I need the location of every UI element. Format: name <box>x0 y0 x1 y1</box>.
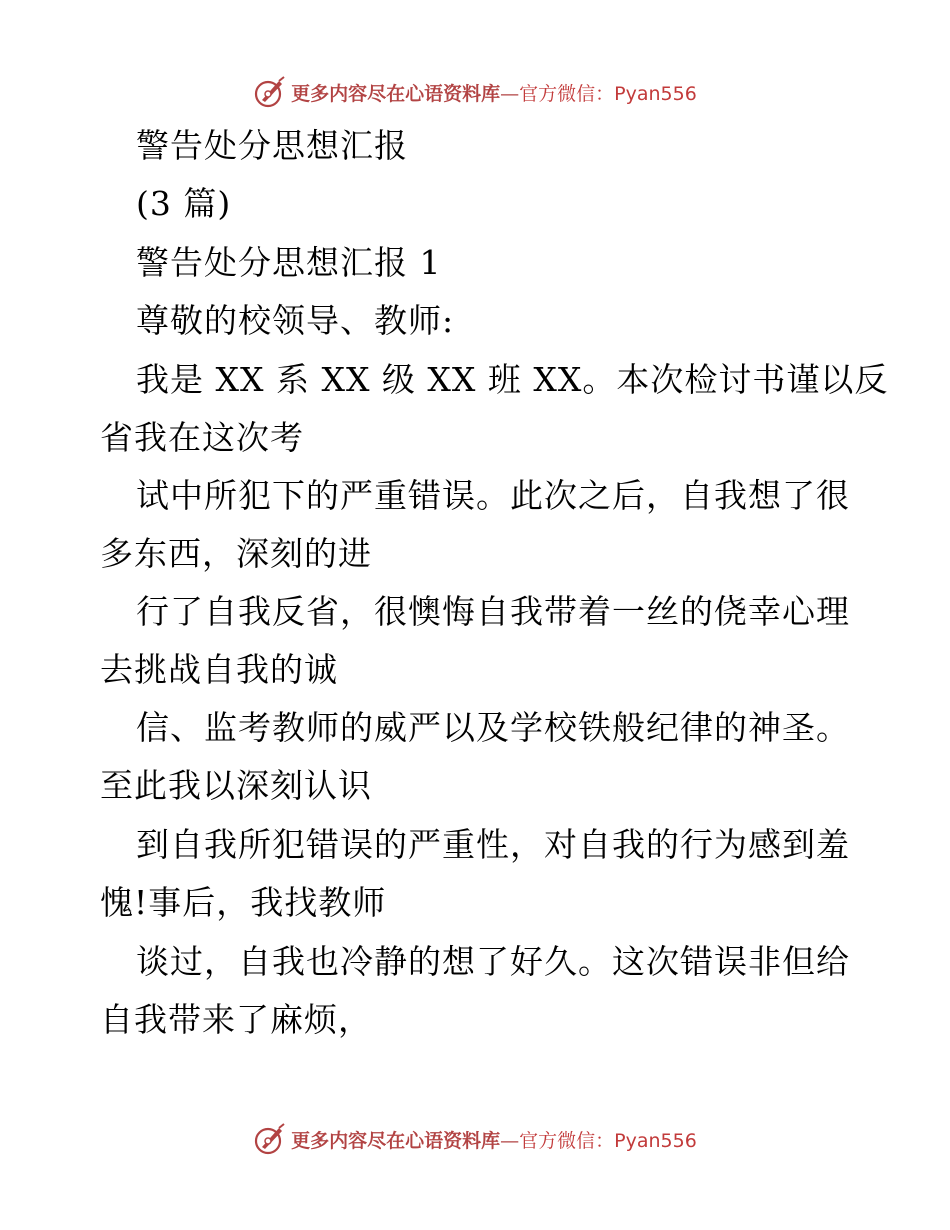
paragraph-line: 去挑战自我的诚 <box>100 650 338 689</box>
paragraph-line: 多东西，深刻的进 <box>100 534 372 573</box>
banner-text <box>291 1126 697 1153</box>
paragraph-line: 谈过，自我也冷静的想了好久。这次错误非但给 <box>136 942 850 981</box>
paragraph-line: 省我在这次考 <box>100 418 304 457</box>
paragraph-line: 试中所犯下的严重错误。此次之后，自我想了很 <box>136 476 850 515</box>
paragraph-line: 至此我以深刻认识 <box>100 766 372 805</box>
banner-wechat-text: 官方微信：Pyan556 <box>519 1129 697 1152</box>
banner-library-text: 更多内容尽在心语资料库 <box>291 1129 501 1152</box>
paragraph-line: 愧!事后，我找教师 <box>100 883 387 922</box>
banner-wechat-text: 官方微信：Pyan556 <box>519 82 697 105</box>
paragraph-line: 信、监考教师的威严以及学校铁般纪律的神圣。 <box>136 708 850 747</box>
paragraph-line: 我是 XX 系 XX 级 XX 班 XX。本次检讨书谨以反 <box>136 360 889 399</box>
banner-text <box>291 79 697 106</box>
paragraph-line: 自我带来了麻烦， <box>100 1000 372 1039</box>
paragraph-line: 到自我所犯错误的严重性，对自我的行为感到羞 <box>136 825 850 864</box>
paragraph-line: 行了自我反省，很懊悔自我带着一丝的侥幸心理 <box>136 592 850 631</box>
header-banner <box>0 72 950 112</box>
banner-library-text: 更多内容尽在心语资料库 <box>291 82 501 105</box>
document-title: 警告处分思想汇报 <box>136 126 408 165</box>
salutation: 尊敬的校领导、教师: <box>136 301 455 340</box>
section-heading: 警告处分思想汇报 1 <box>136 243 442 282</box>
quill-logo-icon <box>253 75 287 109</box>
banner-dash: — <box>500 82 520 105</box>
document-subtitle: (3 篇) <box>136 184 232 223</box>
footer-banner <box>0 1119 950 1159</box>
quill-logo-icon <box>253 1122 287 1156</box>
banner-dash: — <box>500 1129 520 1152</box>
